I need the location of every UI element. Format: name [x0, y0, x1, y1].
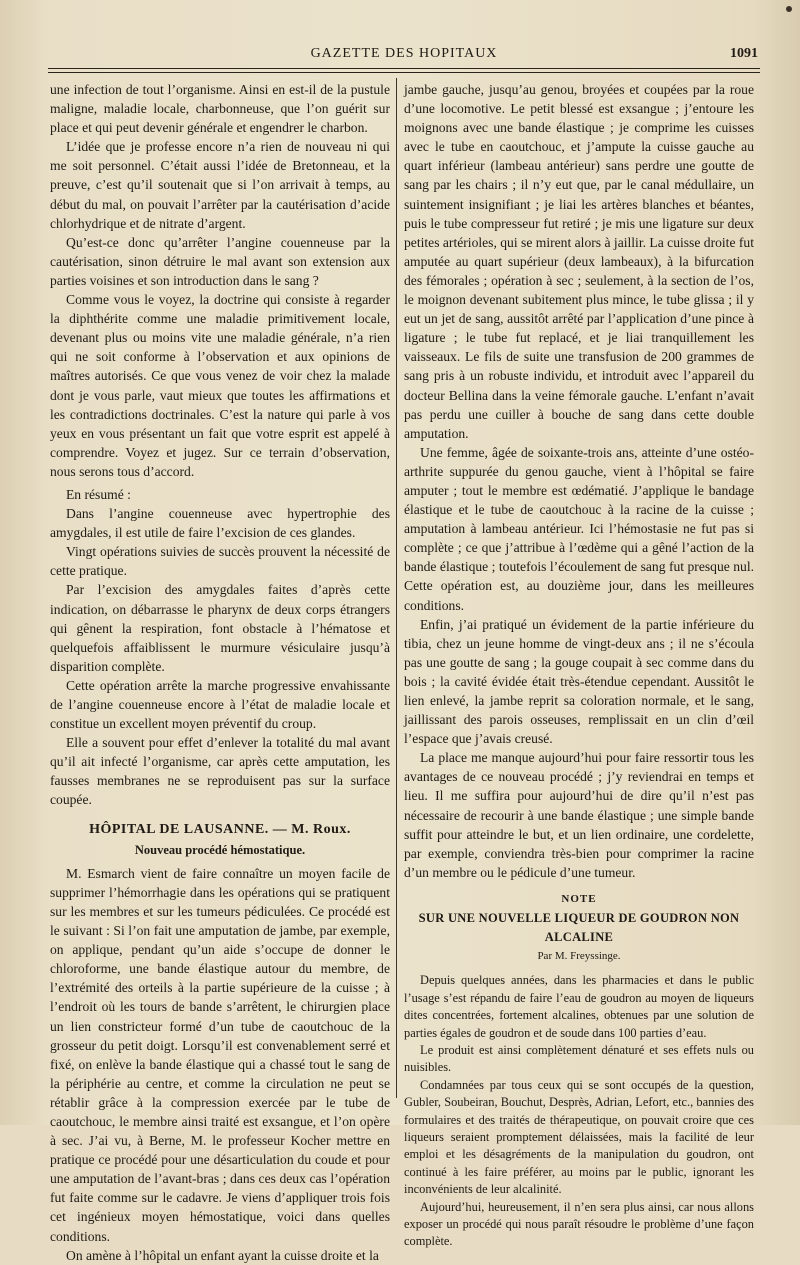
summary-paragraph: Elle a souvent pour effet d’enlever la totalité du mal avant qu’il ait infecté l’organisme, car après cette amputation, les fausses membranes ne se reproduisent pas sur la surface coupée. — [50, 735, 390, 808]
paragraph: On amène à l’hôpital un enfant ayant la cuisse droite et la — [66, 1247, 379, 1263]
paragraph: Qu’est-ce donc qu’arrêter l’angine couenneuse par la cautérisation, sinon détruire le mal avant son extension aux parties voisines et son introduction dans le sang ? — [50, 234, 390, 288]
summary-paragraph: Cette opération arrête la marche progressive envahissante de l’angine couenneuse encore à l’état de maladie locale et constitue un excellent moyen préventif du croup. — [50, 677, 390, 732]
summary-paragraph: Vingt opérations suivies de succès prouvent la nécessité de cette pratique. — [50, 544, 390, 579]
paragraph: jambe gauche, jusqu’au genou, broyées et coupées par la roue d’une locomotive. Le petit blessé est exsangue ; j’entoure les moignons avec une bande élastique ; je comprime les cuisses avec le tube en caoutchouc, et j’ampute la cuisse gauche au quart inférieur (lambeau antérieur) sans perdre une goutte de sang par les chairs ; il n’y eut que, par le canal médullaire, un suintement insignifiant ; je liai les artères blanches et béantes, puis le tube compresseur fut retiré ; je mis une ligature sur deux petites artérioles, qui se mirent alors à jaillir. La cuisse droite fut amputée au quart supérieur (deux lambeaux), à la bifurcation des fémorales ; opération à sec ; seulement, à la section de l’os, le moignon devenant subitement plus mince, le tube glissa ; il y eut un jet de sang, aussitôt arrêté par l’application d’une pince à ligature ; le tube fut replacé, et je liai tranquillement les vaisseaux. Le fils de suite une transfusion de 200 grammes de sang pris à un robuste individu, et introduit avec l’appareil du docteur Bellina dans la veine fémorale gauche. L’enfant n’avait pas perdu une cuiller à bouche de sang dans cette double amputation. — [404, 82, 754, 441]
ink-spot — [786, 6, 792, 12]
summary-paragraph: Dans l’angine couenneuse avec hypertrophie des amygdales, il est utile de faire l’excision de ces glandes. — [50, 506, 390, 541]
paragraph: Enfin, j’ai pratiqué un évidement de la partie inférieure du tibia, chez un jeune homme de vingt-deux ans ; il ne s’écoula pas une goutte de sang ; la gouge coupait à sec comme dans du bois ; la cavité évidée était très-étendue cependant. Aussitôt le lien enlevé, la jambe reprit sa coloration normale, et le sang, jaillissant des parois osseuses, remplissait en un clin d’œil l’espace que j’avais creusé. — [404, 616, 754, 747]
right-column — [404, 80, 754, 1249]
header-rule — [48, 68, 760, 69]
note-title: SUR UNE NOUVELLE LIQUEUR DE GOUDRON NON ALCALINE — [418, 911, 740, 945]
left-column — [50, 80, 390, 1263]
paragraph: L’idée que je professe encore n’a rien de nouveau ni qui me soit personnel. C’était aussi l’idée de Bretonneau, et la preuve, c’est qu’il soutenait que si l’on arrivait à temps, au début du mal, on pouvait l’arrêter par la cautérisation d’acide chlorhydrique et de nitrate d’argent. — [50, 139, 390, 231]
column-divider — [396, 78, 397, 1098]
note-label: NOTE — [561, 892, 597, 905]
header-rule-secondary — [48, 72, 760, 73]
procedure-heading: Nouveau procédé hémostatique. — [134, 842, 306, 857]
paragraph: Une femme, âgée de soixante-trois ans, atteinte d’une ostéo-arthrite suppurée du genou gauche, vient à l’hôpital se faire amputer ; tout le membre est œdématié. J’applique le bandage élastique et le tube de caoutchouc à la racine de la cuisse ; amputation à lambeau antérieur. Ici l’hémostasie ne fut pas si complète ; ce que j’attribue à l’œdème qui a gêné l’action de la bande élastique ; toutefois l’écoulement de sang fut presque nul. Cette opération est, au douzième jour, dans les meilleures conditions. — [404, 444, 754, 613]
paragraph: Le produit est ainsi complètement dénaturé et ses effets nuls ou nuisibles. — [404, 1042, 754, 1075]
summary-paragraph: Par l’excision des amygdales faites d’après cette indication, on débarrasse le pharynx de deux corps étrangers qui gênent la respiration, font obstacle à l’hématose et quelquefois affaiblissent le murmure vésiculaire jusqu’à disparition complète. — [50, 582, 390, 674]
note-body — [404, 972, 754, 1251]
journal-title: GAZETTE DES HOPITAUX — [310, 46, 498, 61]
paragraph: Comme vous le voyez, la doctrine qui consiste à regarder la diphthérite comme une maladie primitivement locale, devenant plus ou moins vite une maladie générale, n’a rien qui ne soit conforme à l’observation et aux opinions de maîtres autorisés. Ce que vous venez de voir chez la malade dont je vous parle, vaut mieux que toutes les affirmations et les contradictions doctrinales. C’est la nature qui parle à vos yeux en vous présentant un fait que votre esprit est appelé à comprendre. Voyez et jugez. Sur ce terrain d’observation, nous serons tous d’accord. — [50, 292, 390, 479]
paragraph: La place me manque aujourd’hui pour faire ressortir tous les avantages de ce nouveau procédé ; j’y reviendrai en temps et lieu. Il me suffira pour aujourd’hui de dire qu’il n’est pas nécessaire de recourir à une bande élastique ; une simple bande suffit pour atteindre le but, et un lien ordinaire, une cordelette, par exemple, conviendra très-bien pour comprimer la racine d’un membre ou le pédicule d’une tumeur. — [404, 750, 754, 880]
paragraph: M. Esmarch vient de faire connaître un moyen facile de supprimer l’hémorrhagie dans les opérations qui se pratiquent sur les membres et sur les tumeurs pédiculées. Ce procédé est le suivant : Si l’on fait une amputation de jambe, par exemple, on applique, pendant qu’un aide s’occupe de donner le chloroforme, une bande élastique autour du membre, de l’extrémité des orteils à la partie supérieure de la cuisse ; à l’endroit où les tours de bande s’arrêtent, le chirurgien place un lien constricteur formé d’un tube de caoutchouc de la grosseur du petit doigt. Lorsqu’il est convenablement serré et fixé, on enlève la bande élastique qui a chassé tout le sang de la périphérie au centre, et comme la circulation ne peut se rétablir grâce à la compression exercée par le tube de caoutchouc, le membre ainsi traité est exsangue, et l’on opère à sec. J’ai vu, à Berne, M. le professeur Kocher mettre en pratique ce procédé pour une désarticulation du coude et pour une amputation de l’avant-bras ; dans ces deux cas l’opération fut faite comme sur le cadavre. Je viens d’appliquer trois fois cet ingénieux moyen hémostatique, voici dans quelles conditions. — [50, 865, 390, 1244]
summary-label: En résumé : — [66, 486, 131, 502]
hospital-heading: HÔPITAL DE LAUSANNE. — M. Roux. — [89, 821, 351, 837]
paragraph: une infection de tout l’organisme. Ainsi en est-il de la pustule maligne, maladie locale, charbonneuse, que l’on guérit sur place et qui peut devenir générale et engendrer le charbon. — [50, 82, 390, 136]
page-number: 1091 — [730, 46, 758, 61]
page-header — [48, 44, 760, 66]
paragraph: Depuis quelques années, dans les pharmacies et dans le public l’usage s’est répandu de faire l’eau de goudron au moyen de liqueurs dites concentrées, fortement alcalines, obtenues par une solution de parties égales de goudron et de soude dans 100 parties d’eau. — [404, 973, 754, 1040]
paragraph: Aujourd’hui, heureusement, il n’en sera plus ainsi, car nous allons exposer un procédé qui nous paraît résoudre le problème d’une façon complète. — [404, 1199, 754, 1249]
paragraph: Condamnées par tous ceux qui se sont occupés de la question, Gubler, Soubeiran, Bouchut, Desprès, Adrian, Lefort, etc., bannies des formulaires et des traités de thérapeutique, on pouvait croire que ces liqueurs seraient promptement délaissées, mais la facilité de leur emploi et les désagréments de la manipulation du goudron, ont continué à les faire préférer, au moins par le public, ignorant les inconvénients de leur alcalinité. — [404, 1077, 754, 1197]
note-byline: Par M. Freyssinge. — [537, 950, 621, 963]
